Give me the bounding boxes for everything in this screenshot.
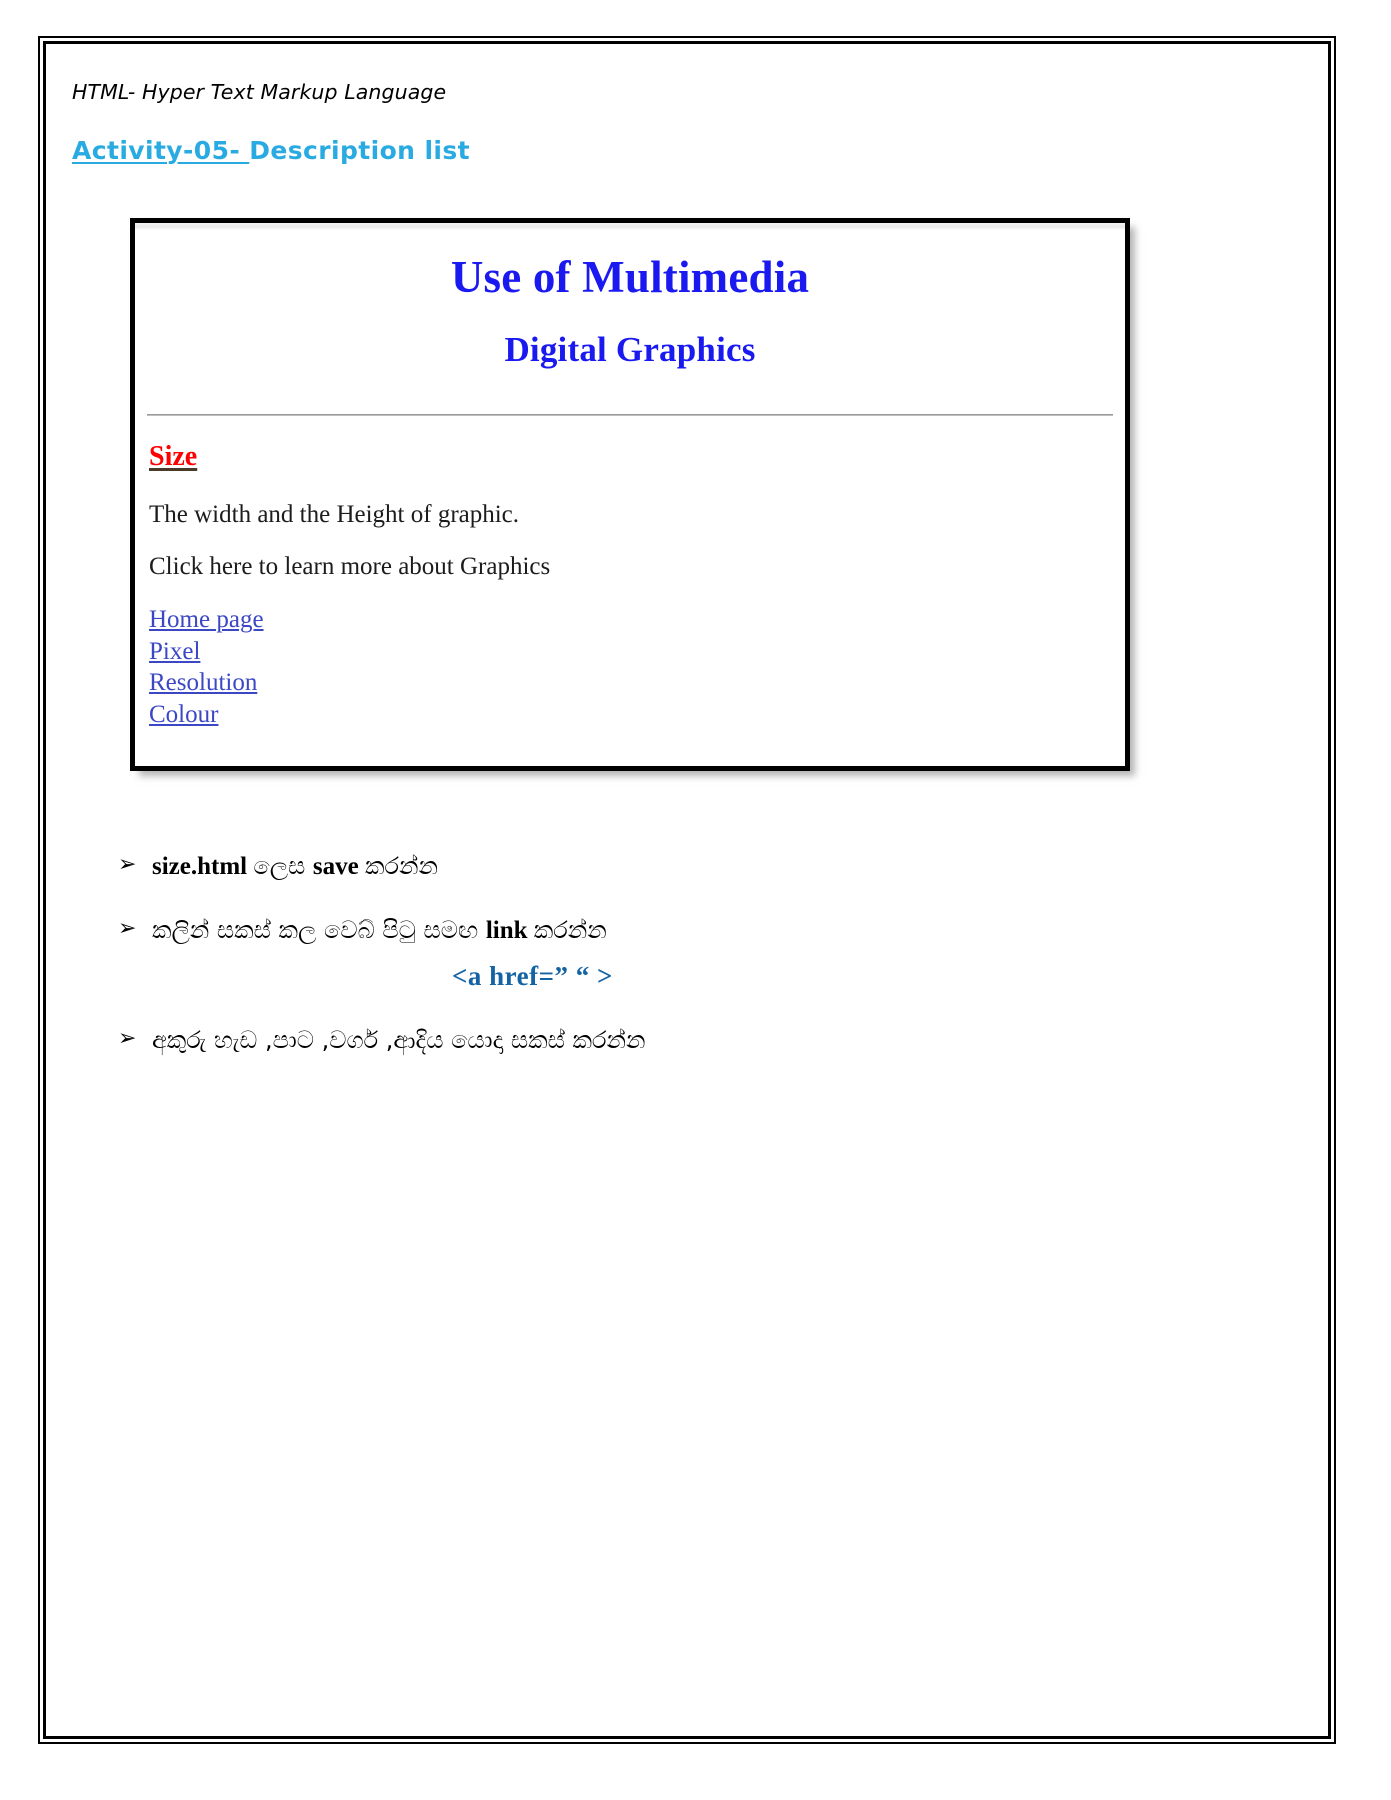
instruction-text-link: link [485, 916, 534, 944]
hyperlink-list [149, 606, 264, 732]
page-content [46, 44, 1328, 1736]
page-title [72, 136, 470, 165]
rendered-web-page [135, 223, 1125, 766]
description-term-size: Size [149, 441, 198, 472]
arrow-bullet-icon: ➢ [118, 915, 137, 941]
list-item [149, 701, 264, 733]
instruction-text-sinhala-2: කරන්න [365, 852, 438, 880]
activity-number-label: Activity-05- [72, 136, 250, 165]
instruction-text-sinhala-5: අකුරු හැඩ ,පාට ,වර්ග ,ආදිය යොදා සකස් කරන්න [152, 1025, 646, 1054]
instruction-list [72, 850, 1302, 1088]
list-item [149, 606, 264, 638]
page-sheet [38, 36, 1336, 1744]
code-snippet-anchor-tag: <a href=” “ > [452, 960, 613, 991]
link-colour[interactable]: Colour [149, 700, 219, 728]
document-running-header: HTML- Hyper Text Markup Language [72, 80, 447, 104]
instruction-text-sinhala-4: කරන්න [533, 915, 607, 944]
arrow-bullet-icon: ➢ [118, 1025, 137, 1051]
instruction-item-save [72, 850, 1302, 884]
instruction-item-link [72, 914, 1302, 994]
horizontal-rule-divider [147, 414, 1113, 416]
instruction-text-save: save [312, 853, 365, 880]
browser-chrome-strip [135, 223, 1125, 230]
embedded-browser-screenshot [130, 218, 1130, 771]
link-pixel[interactable]: Pixel [149, 637, 201, 665]
description-detail-size: The width and the Height of graphic. [149, 501, 520, 528]
link-home-page[interactable]: Home page [149, 606, 264, 633]
web-page-sub-heading: Digital Graphics [504, 330, 756, 369]
instruction-text-sinhala-3: කලින් සකස් කල වෙබ් පිටු සමඟ [152, 915, 486, 944]
arrow-bullet-icon: ➢ [118, 852, 137, 877]
instruction-text-sinhala-1: ලෙස [253, 852, 313, 880]
instruction-item-formatting [72, 1024, 1302, 1058]
list-item [149, 669, 264, 701]
link-resolution[interactable]: Resolution [149, 669, 258, 696]
click-here-text: Click here to learn more about Graphics [149, 553, 551, 580]
activity-topic-label: Description list [249, 136, 471, 165]
instruction-text-filename: size.html [152, 853, 254, 880]
list-item [149, 638, 264, 670]
web-page-main-heading: Use of Multimedia [450, 252, 810, 302]
page-inner-border [43, 41, 1331, 1739]
